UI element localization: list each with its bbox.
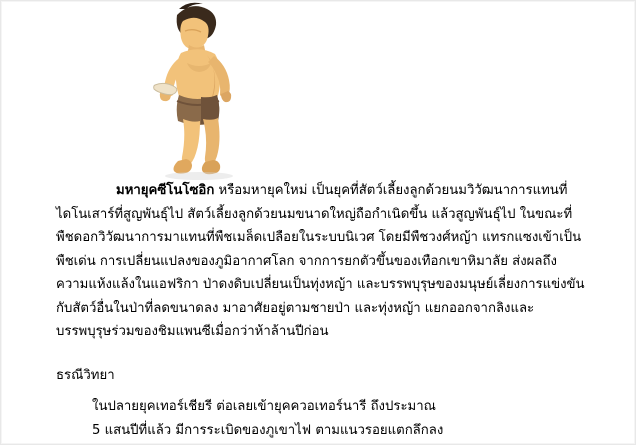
section-line-2: 5 แสนปีที่แล้ว มีการระเบิดของภูเขาไฟ ตามแนวรอยแตกลึกลง <box>92 422 444 438</box>
section-body <box>56 387 586 442</box>
paragraph-lead-term: มหายุคซีโนโซอิก <box>116 183 215 198</box>
section-heading: ธรณีวิทยา <box>56 367 115 383</box>
document-content <box>56 179 586 442</box>
prehistoric-human-illustration <box>119 1 279 181</box>
section-line-1: ในปลายยุคเทอร์เชียรี ต่อเลยเข้ายุคควอเทอร์นารี ถึงประมาณ <box>92 399 436 414</box>
main-paragraph <box>56 179 586 344</box>
paragraph-body-text: หรือมหายุคใหม่ เป็นยุคที่สัตว์เลี้ยงลูกด้วยนมวิวัฒนาการแทนที่ไดโนเสาร์ที่สูญพันธุ์ไป สัตว์เลี้ยงลูกด้วยนมขนาดใหญ่ถือกำเนิดขึ้น แล้วสูญพันธุ์ไป ในขณะที่พืชดอกวิวัฒนาการมาแทนที่พืชเมล็ดเปลือยในระบบนิเวศ โดยมีพืชวงศ์หญ้า แทรกแซงเข้าเป็นพืชเด่น การเปลี่ยนแปลงของภูมิอากาศโลก จากการยกตัวขึ้นของเทือกเขาหิมาลัย ส่งผลถึงความแห้งแล้งในแอฟริกา ป่าดงดิบเปลี่ยนเป็นทุ่งหญ้า และบรรพบุรุษของมนุษย์เลี่ยงการแข่งขันกับสัตว์อื่นในป่าที่ลดขนาดลง มาอาศัยอยู่ตามชายป่า และทุ่งหญ้า แยกออกจากลิงและบรรพบุรุษร่วมของชิมแพนซีเมื่อกว่าห้าล้านปีก่อน <box>56 183 585 339</box>
